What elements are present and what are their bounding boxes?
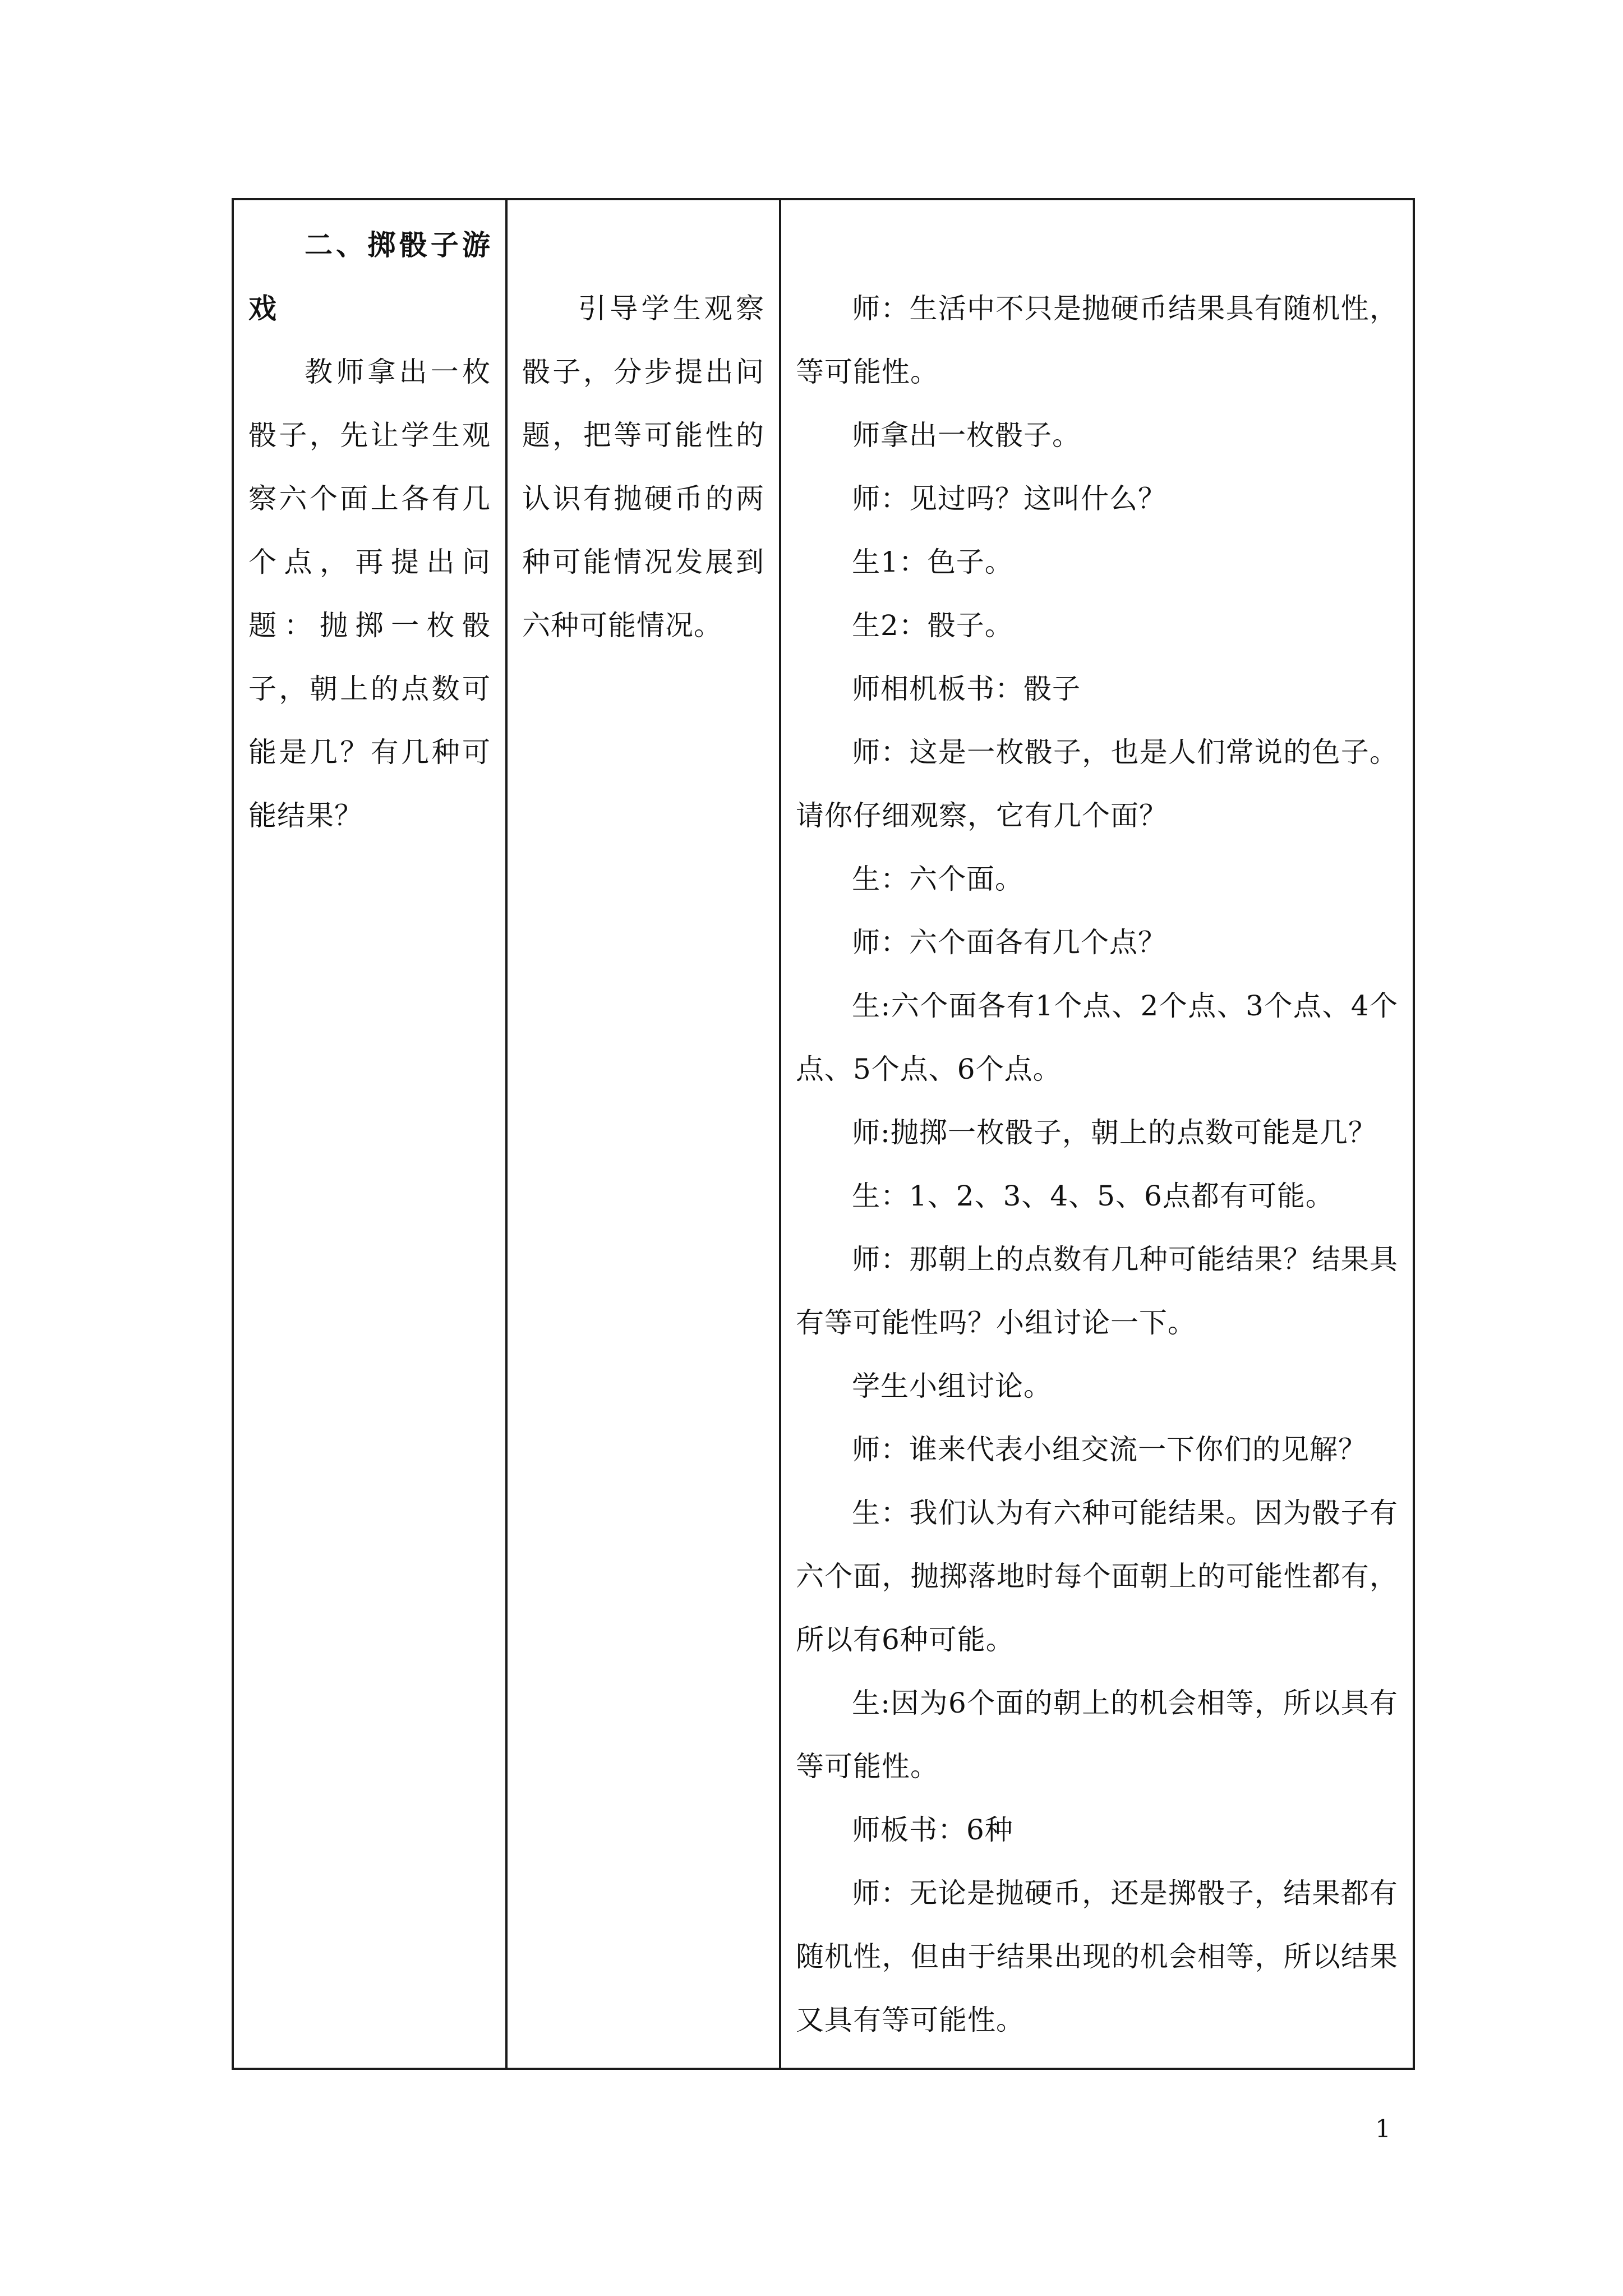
- dialogue-line: 生：六个面。: [852, 863, 1023, 895]
- dialogue-cell: [780, 199, 1414, 2069]
- activity-description: 教师拿出一枚骰子，先让学生观察六个面上各有几个点，再提出问题：抛掷一枚骰子，朝上的点数可能是几？有几种可能结果？: [248, 356, 491, 832]
- lesson-table: [232, 198, 1415, 2070]
- dialogue-line: 师：六个面各有几个点？: [852, 926, 1166, 959]
- dialogue-line: 师相机板书：骰子: [852, 673, 1081, 705]
- design-intent-text: 引导学生观察骰子，分步提出问题，把等可能性的认识有抛硬币的两种可能情况发展到六种可能情况。: [522, 292, 764, 642]
- dialogue-line: 师:抛掷一枚骰子，朝上的点数可能是几？: [852, 1116, 1377, 1149]
- dialogue-line: 生：我们认为有六种可能结果。因为骰子有六个面，抛掷落地时每个面朝上的可能性都有，所以有6种可能。: [796, 1497, 1398, 1656]
- dialogue-line: 师：谁来代表小组交流一下你们的见解？: [852, 1433, 1367, 1466]
- section-title: 二、掷骰子游戏: [248, 229, 491, 325]
- dialogue-line: 生2：骰子。: [852, 609, 1013, 642]
- dialogue-line: 师：生活中不只是抛硬币结果具有随机性，等可能性。: [796, 292, 1398, 388]
- dialogue-line: 师：无论是抛硬币，还是掷骰子，结果都有随机性，但由于结果出现的机会相等，所以结果又具有等可能性。: [796, 1877, 1398, 2036]
- activity-cell: [233, 199, 506, 2069]
- dialogue-line: 生:因为6个面的朝上的机会相等，所以具有等可能性。: [796, 1687, 1398, 1783]
- table-row: [233, 199, 1414, 2069]
- page-number: 1: [1375, 2115, 1391, 2143]
- dialogue-line: 生1：色子。: [852, 546, 1013, 578]
- dialogue-line: 师板书：6种: [852, 1814, 1013, 1846]
- dialogue-line: 师拿出一枚骰子。: [852, 419, 1081, 452]
- dialogue-line: 学生小组讨论。: [852, 1370, 1052, 1402]
- dialogue-line: 生:六个面各有1个点、2个点、3个点、4个点、5个点、6个点。: [796, 990, 1398, 1085]
- dialogue-line: 师：见过吗？这叫什么？: [852, 482, 1166, 515]
- design-intent-cell: [506, 199, 780, 2069]
- dialogue-line: 师：这是一枚骰子，也是人们常说的色子。请你仔细观察，它有几个面？: [796, 736, 1398, 832]
- dialogue-line: 师：那朝上的点数有几种可能结果？结果具有等可能性吗？小组讨论一下。: [796, 1243, 1398, 1339]
- dialogue-line: 生：1、2、3、4、5、6点都有可能。: [852, 1180, 1334, 1212]
